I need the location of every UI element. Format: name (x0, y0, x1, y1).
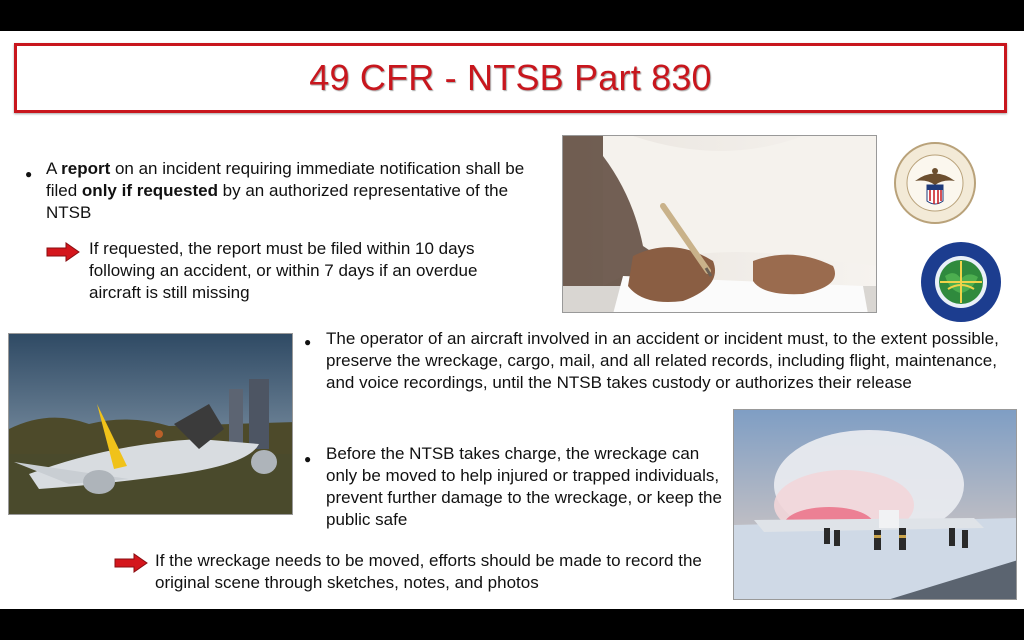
bullet-preserve-wreckage: The operator of an aircraft involved in an accident or incident must, to the extent possible, preserve the wreckage, cargo, mail, and all related records, including flight, maintenance, and voice recordings, until the NTSB takes custody or authorizes their release (326, 329, 999, 392)
sub-report-deadline: If requested, the report must be filed within 10 days following an accident, or within 7 days if an overdue aircraft is still missing (89, 239, 478, 302)
red-arrow-icon (114, 553, 148, 573)
bullet-move-wreckage: Before the NTSB takes charge, the wreckage can only be moved to help injured or trapped individuals, prevent further damage to the wreckage, or keep the public safe (326, 444, 722, 529)
text-mid: on an incident requiring immediate notification shall be filed (46, 159, 525, 200)
bullet-dot: ● (25, 167, 33, 181)
faa-seal-icon (920, 241, 1002, 323)
text-report-bold: report (61, 159, 111, 178)
photo-snow-crash-firefighters (733, 409, 1017, 600)
text-a: A (46, 159, 62, 178)
slide (0, 31, 1024, 609)
photo-writing-report (562, 135, 877, 313)
bullet-dot: ● (304, 335, 312, 349)
sub-record-scene: If the wreckage needs to be moved, efforts should be made to record the original scene through sketches, notes, and photos (155, 551, 702, 592)
text-rest: by an authorized representative of the NTSB (46, 181, 509, 222)
ntsb-seal-icon (893, 141, 977, 225)
photo-plane-wreckage (8, 333, 293, 515)
bullet-dot: ● (304, 452, 312, 466)
bullet-report-text (46, 158, 546, 224)
text-only-if-requested: only if requested (81, 181, 218, 200)
title-box (14, 43, 1007, 113)
red-arrow-icon (46, 242, 80, 262)
slide-title: 49 CFR - NTSB Part 830 (309, 57, 712, 98)
